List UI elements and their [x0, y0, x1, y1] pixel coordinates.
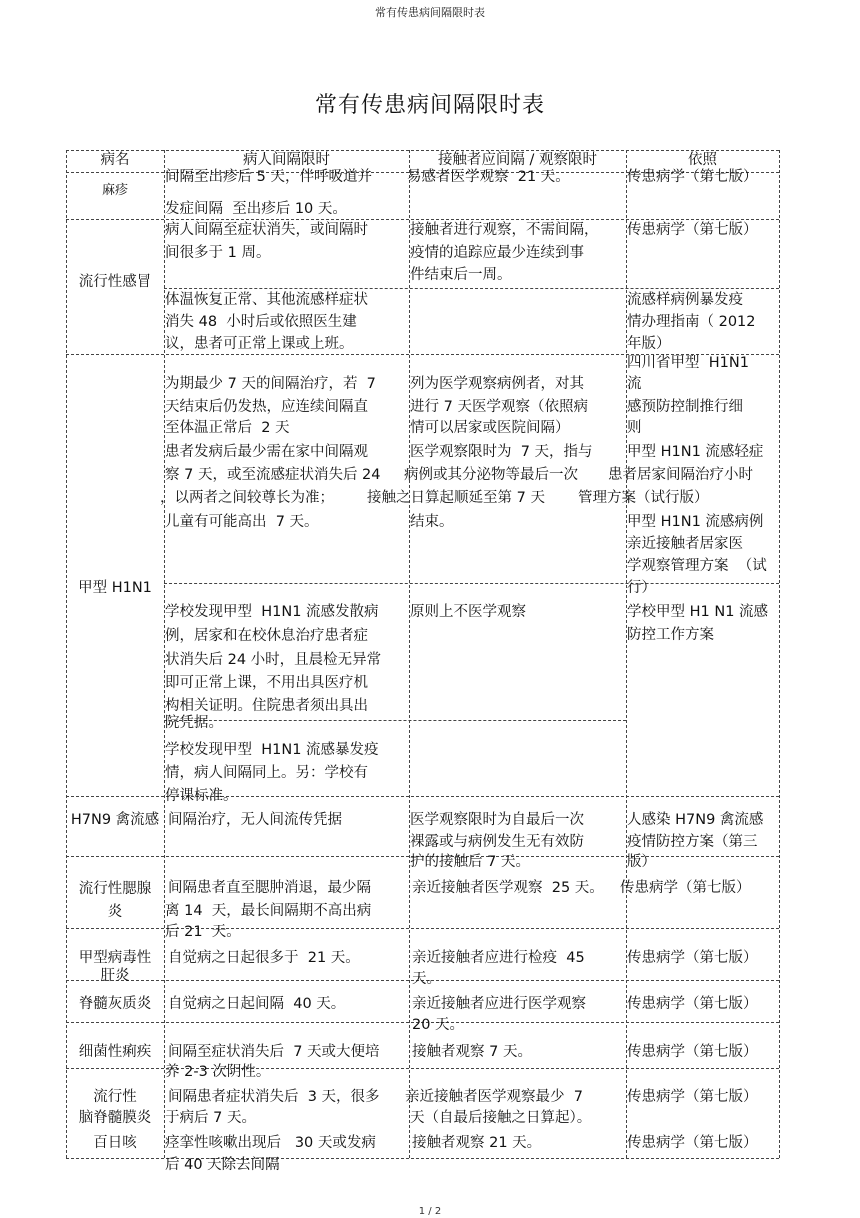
- disease-name: 脑脊髓膜炎: [78, 1110, 152, 1126]
- contact-observation-line: 亲近接触者应进行医学观察: [412, 996, 586, 1012]
- patient-isolation-line: 即可正常上课，不用出具医疗机: [165, 675, 368, 691]
- basis-line: 流感样病例暴发疫: [627, 292, 743, 308]
- patient-isolation-line: 后 40 天除去间隔: [165, 1157, 280, 1173]
- basis-line: 情办理指南（ 2012: [627, 314, 756, 330]
- page-header: 常有传患病间隔限时表: [375, 6, 485, 19]
- patient-isolation-line: 情，病人间隔同上。另：学校有: [165, 765, 368, 781]
- patient-isolation-line: 消失 48 小时后或依照医生建: [165, 314, 357, 330]
- basis-line: 传患病学（第七版）: [627, 1044, 758, 1060]
- disease-name: 脊髓灰质炎: [78, 996, 152, 1012]
- disease-name: 肝炎: [100, 968, 130, 984]
- patient-isolation-line: 间隔至出疹后 5 天，伴呼吸道并: [165, 169, 372, 185]
- contact-observation-line: 裸露或与病例发生无有效防: [410, 834, 584, 850]
- basis-line: 传患病学（第七版）: [627, 996, 758, 1012]
- patient-isolation-line: 为期最少 7 天的间隔治疗，若 7: [165, 376, 376, 392]
- basis-line: 年版）: [627, 336, 671, 352]
- contact-observation-line: 病例或其分泌物等最后一次: [404, 467, 578, 483]
- patient-isolation-line: 于病后 7 天。: [165, 1110, 256, 1126]
- basis-line: 患者居家间隔治疗小时: [608, 467, 753, 483]
- patient-isolation-line: 自觉病之日起很多于 21 天。: [168, 950, 360, 966]
- patient-isolation-line: 察 7 天，或至流感症状消失后 24: [165, 467, 381, 483]
- patient-isolation-line: 状消失后 24 小时，且晨检无异常: [165, 652, 382, 668]
- patient-isolation-line: 离 14 天，最长间隔期不高出病: [165, 903, 372, 919]
- patient-isolation-line: 自觉病之日起间隔 40 天。: [168, 996, 346, 1012]
- basis-line: 则: [627, 420, 642, 436]
- basis-line: 管理方案（试行版）: [578, 490, 709, 506]
- patient-isolation-line: 至体温正常后 2 天: [165, 420, 290, 436]
- patient-isolation-line: 后 21 天。: [165, 924, 241, 940]
- patient-isolation-line: 儿童有可能高出 7 天。: [165, 514, 319, 530]
- contact-observation-line: 原则上不医学观察: [410, 604, 526, 620]
- col-header-basis: 依照: [688, 152, 717, 168]
- patient-isolation-line: 间隔至症状消失后 7 天或大便培: [168, 1044, 380, 1060]
- contact-observation-line: 进行 7 天医学观察（依照病: [410, 399, 588, 415]
- contact-observation-line: 接触者进行观察，不需间隔，: [410, 222, 599, 238]
- contact-observation-line: 医学观察限时为自最后一次: [410, 812, 584, 828]
- contact-observation-line: 接触者观察 7 天。: [412, 1044, 532, 1060]
- disease-name: 细菌性痢疾: [78, 1044, 152, 1060]
- basis-line: 流: [627, 376, 642, 392]
- disease-name: 麻疹: [101, 183, 128, 198]
- disease-name: 炎: [107, 904, 123, 920]
- patient-isolation-line: 养 2-3 次阴性。: [165, 1064, 271, 1080]
- basis-line: 学观察管理方案 （试: [627, 558, 767, 574]
- contact-observation-line: 亲近接触者应进行检疫 45: [412, 950, 585, 966]
- basis-line: 版）: [627, 854, 656, 870]
- basis-line: 感预防控制推行细: [627, 399, 743, 415]
- disease-name: 流行性感冒: [78, 274, 152, 290]
- basis-line: 传患病学（第七版）: [627, 169, 758, 185]
- patient-isolation-line: 病人间隔至症状消失，或间隔时: [165, 222, 368, 238]
- col-header-patient-isolation: 病人间隔限时: [243, 152, 330, 168]
- contact-observation-line: 情可以居家或医院间隔）: [410, 420, 570, 436]
- contact-observation-line: 接触者观察 21 天。: [412, 1135, 542, 1151]
- basis-line: 行）: [627, 580, 656, 596]
- contact-observation-line: 护的接触后 7 天。: [410, 854, 530, 870]
- basis-line: 传患病学（第七版）: [627, 950, 758, 966]
- patient-isolation-line: 间很多于 1 周。: [165, 245, 271, 261]
- col-header-disease: 病名: [100, 152, 130, 168]
- disease-name: 流行性: [93, 1089, 137, 1105]
- patient-isolation-line: 间隔患者症状消失后 3 天，很多: [168, 1089, 380, 1105]
- contact-observation-line: 易感者医学观察 21 天。: [407, 169, 570, 185]
- patient-isolation-line: 天结束后仍发热，应连续间隔直: [165, 399, 368, 415]
- basis-line: 疫情防控方案（第三: [627, 834, 758, 850]
- patient-isolation-line: ，以两者之间较尊长为准；: [160, 490, 334, 506]
- page-number: 1 / 2: [418, 1206, 442, 1217]
- basis-line: 亲近接触者居家医: [627, 536, 743, 552]
- basis-line: 甲型 H1N1 流感病例: [627, 514, 764, 530]
- patient-isolation-line: 间隔治疗，无人间流传凭据: [168, 812, 342, 828]
- contact-observation-line: 亲近接触者医学观察最少 7: [405, 1089, 583, 1105]
- contact-observation-line: 疫情的追踪应最少连续到事: [410, 245, 584, 261]
- contact-observation-line: 结束。: [410, 514, 454, 530]
- document-title: 常有传患病间隔限时表: [314, 93, 545, 118]
- contact-observation-line: 20 天。: [412, 1017, 465, 1033]
- disease-name: 百日咳: [93, 1135, 137, 1151]
- patient-isolation-line: 学校发现甲型 H1N1 流感发散病: [165, 604, 379, 620]
- contact-observation-line: 件结束后一周。: [410, 267, 512, 283]
- basis-line: 人感染 H7N9 禽流感: [627, 812, 764, 828]
- col-header-contact-observation: 接触者应间隔 / 观察限时: [437, 152, 598, 168]
- patient-isolation-line: 院凭据。: [165, 715, 223, 731]
- patient-isolation-line: 构相关证明。住院患者须出具出: [165, 698, 368, 714]
- patient-isolation-line: 体温恢复正常、其他流感样症状: [165, 292, 368, 308]
- patient-isolation-line: 间隔患者直至腮肿消退，最少隔: [168, 880, 371, 896]
- patient-isolation-line: 议，患者可正常上课或上班。: [165, 336, 354, 352]
- contact-observation-line: 接触之日算起顺延至第 7 天: [367, 490, 545, 506]
- patient-isolation-line: 患者发病后最少需在家中间隔观: [165, 444, 368, 460]
- basis-line: 甲型 H1N1 流感轻症: [627, 444, 764, 460]
- basis-line: 防控工作方案: [627, 627, 714, 643]
- basis-line: 传患病学（第七版）: [620, 880, 751, 896]
- contact-observation-line: 亲近接触者医学观察 25 天。: [412, 880, 604, 896]
- basis-line: 四川省甲型 H1N1: [627, 355, 749, 371]
- disease-name: 甲型病毒性: [78, 950, 152, 966]
- disease-name: 流行性腮腺: [78, 881, 152, 897]
- contact-observation-line: 列为医学观察病例者，对其: [410, 376, 584, 392]
- patient-isolation-line: 停课标准。: [165, 788, 238, 804]
- contact-observation-line: 医学观察限时为 7 天，指与: [410, 444, 593, 460]
- patient-isolation-line: 例，居家和在校休息治疗患者症: [165, 628, 368, 644]
- disease-name: 甲型 H1N1: [78, 580, 152, 596]
- contact-observation-line: 天。: [412, 971, 441, 987]
- basis-line: 传患病学（第七版）: [627, 222, 758, 238]
- disease-name: H7N9 禽流感: [70, 812, 160, 828]
- basis-line: 学校甲型 H1 N1 流感: [627, 604, 769, 620]
- basis-line: 传患病学（第七版）: [627, 1135, 758, 1151]
- patient-isolation-line: 发症间隔 至出疹后 10 天。: [165, 201, 347, 217]
- basis-line: 传患病学（第七版）: [627, 1089, 758, 1105]
- patient-isolation-line: 痉挛性咳嗽出现后 30 天或发病: [165, 1135, 376, 1151]
- patient-isolation-line: 学校发现甲型 H1N1 流感暴发疫: [165, 742, 379, 758]
- contact-observation-line: 天（自最后接触之日算起）。: [410, 1110, 592, 1126]
